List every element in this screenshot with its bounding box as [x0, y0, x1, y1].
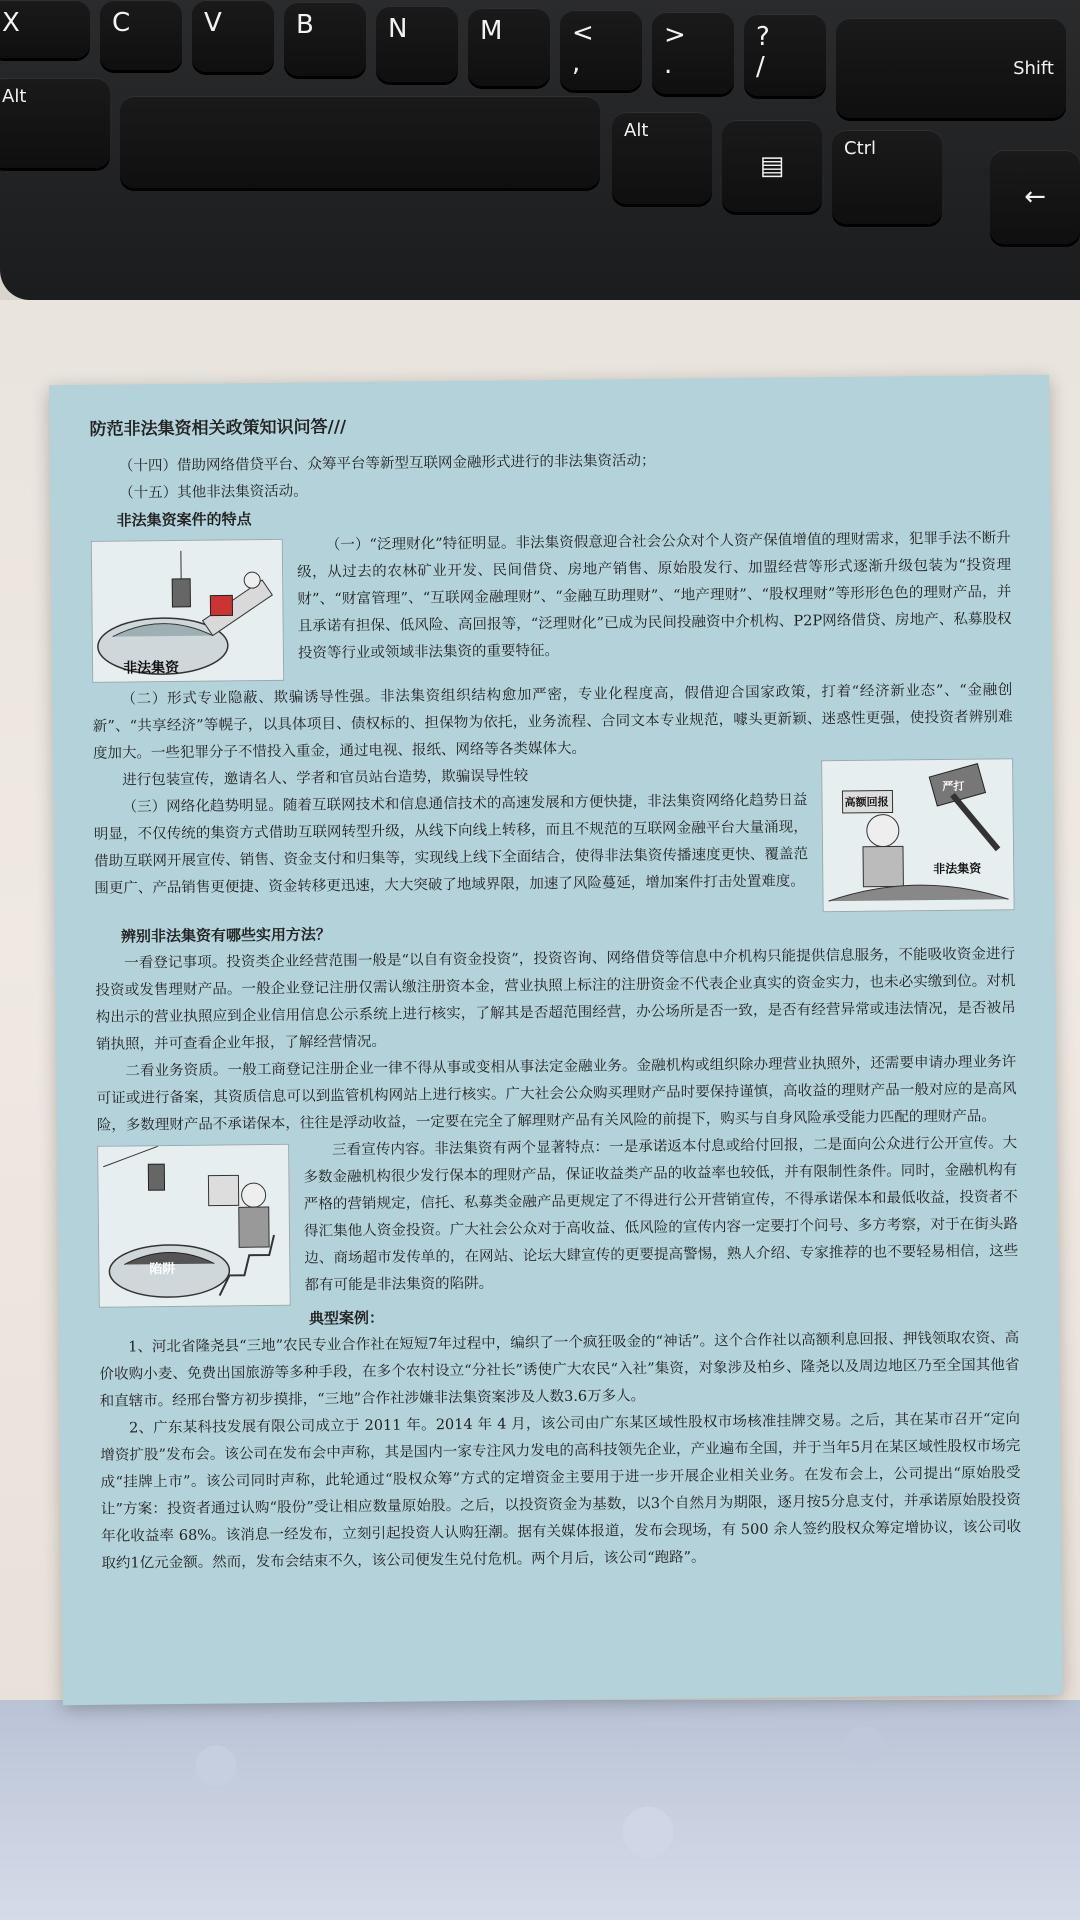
key-alt-left[interactable]: Alt: [0, 78, 110, 168]
section-heading-features: 非法集资案件的特点: [116, 510, 252, 530]
illustration-sign: 高额回报: [844, 795, 889, 809]
illustration-caption: 非法集资: [123, 659, 180, 677]
key-shift[interactable]: Shift: [836, 18, 1066, 118]
illustration-hammer-text: 严打: [942, 779, 965, 793]
key-arrow-left[interactable]: ←: [990, 150, 1080, 244]
key-n[interactable]: N: [376, 6, 458, 82]
key-comma[interactable]: < ,: [560, 10, 642, 90]
fabric-background: [0, 1700, 1080, 1920]
key-ctrl[interactable]: Ctrl: [832, 130, 942, 224]
illustration-trap: [97, 1144, 291, 1308]
paragraph: （二）形式专业隐蔽、欺骗诱导性强。非法集资组织结构愈加严密，专业化程度高，假借迎合国家政策，打着“经济新业态”、“金融创新”、“共享经济”等幌子，以具体项目、债权标的、担保物为依托，业务流程、合同文本专业规范，噱头更新颖、迷惑性更强，使投资者辨别难度加大。一些犯罪分子不惜投入重金，通过电视、报纸、网络等各类媒体大。: [92, 682, 1013, 762]
illustration-label: 非法集资: [933, 861, 982, 877]
paragraph: 一看登记事项。投资类企业经营范围一般是“以自有资金投资”，投资咨询、网络借贷等信息中介机构只能提供信息服务，不能吸收资金进行投资或发售理财产品。一般企业登记注册仅需认缴注册资本金，营业执照上标注的注册资金不代表企业真实的资金实力，也未必实缴到位。对机构出示的营业执照应到企业信用信息公示系统上进行核实，了解其是否超范围经营，办公场所是否一致，是否有经营异常或违法情况，是否被吊销执照，并可查看企业年报，了解经营情况。: [95, 946, 1016, 1053]
illustration-bag-label: 陷阱: [149, 1261, 176, 1278]
trap-bag-icon: [98, 1145, 290, 1307]
key-v[interactable]: V: [192, 0, 274, 72]
key-c[interactable]: C: [100, 0, 182, 70]
key-space[interactable]: [120, 96, 600, 188]
paragraph: （一）“泛理财化”特征明显。非法集资假意迎合社会公众对个人资产保值增值的理财需求，犯罪手法不断升级，从过去的农林矿业开发、民间借贷、房地产销售、原始股发行、加盟经营等形式逐渐升级包装为“投资理财”、“财富管理”、“互联网金融理财”、“金融互助理财”、“地产理财”、“股权理财”等形形色色的理财产品，并且承诺有担保、低风险、高回报等，“泛理财化”已成为民间投融资中介机构、P2P网络借贷、房地产、私募股权投资等行业或领域非法集资的重要特征。: [297, 530, 1012, 662]
document-title: 防范非法集资相关政策知识问答///: [89, 417, 347, 440]
gavel-icon: [822, 759, 1014, 911]
key-menu[interactable]: ▤: [722, 120, 822, 212]
method-three-block: [97, 1130, 1019, 1308]
key-alt-right[interactable]: Alt: [612, 112, 712, 204]
list-item: （十四）借助网络借贷平台、众筹平台等新型互联网金融形式进行的非法集资活动；: [118, 452, 656, 475]
paragraph: 1、河北省隆尧县“三地”农民专业合作社在短短7年过程中，编织了一个疯狂吸金的“神话”。这个合作社以高额利息回报、押钱领取农资、高价收购小麦、免费出国旅游等多种手段，在多个农村设立“分社长”诱使广大农民“入社”集资，对象涉及柏乡、隆尧以及周边地区乃至全国其他省和直辖市。经邢台警方初步摸排，“三地”合作社涉嫌非法集资案涉及人数3.6万多人。: [99, 1330, 1020, 1410]
paragraph: 三看宣传内容。非法集资有两个显著特点：一是承诺返本付息或给付回报，二是面向公众进行公开宣传。大多数金融机构很少发行保本的理财产品，保证收益类产品的收益率也较低，并有限制性条件。同时，金融机构有严格的营销规定，信托、私募类金融产品更规定了不得进行公开营销宣传，不得承诺保本和最低收益，投资者不得汇集他人资金投资。广大社会公众对于高收益、低风险的宣传内容一定要打个问号、多方考察，对于在街头路边、商场超市发传单的，在网站、论坛大肆宣传的更要提高警惕，熟人介绍、专家推荐的也不要轻易相信，这些都有可能是非法集资的陷阱。: [303, 1135, 1019, 1294]
paragraph: 2、广东某科技发展有限公司成立于 2011 年。2014 年 4 月，该公司由广东某区域性股权市场核准挂牌交易。之后，其在某市召开“定向增资扩股”发布会。该公司在发布会中声称，其是国内一家专注风力发电的高科技领先企业，产业遍布全国，并于当年5月在某区域性股权市场完成“挂牌上市”。该公司同时声称，此轮通过“股权众筹”方式的定增资金主要用于进一步开展企业相关业务。在发布会上，公司提出“原始股受让”方案：投资者通过认购“股份”受让相应数量原始股。之后，以投资资金为基数，以3个自然月为期限，逐月按5分息支付，并承诺原始股投资年化收益率 68%。该消息一经发布，立刻引起投资人认购狂潮。据有关媒体报道，发布会现场，有 500 余人签约股权众筹定增协议，该公司收取约1亿元金额。然而，发布会结束不久，该公司便发生兑付危机。两个月后，该公司“跑路”。: [100, 1411, 1022, 1572]
section-heading-cases: 典型案例：: [308, 1308, 385, 1328]
key-m[interactable]: M: [468, 8, 550, 86]
money-bag-icon: [92, 540, 283, 682]
paragraph: 二看业务资质。一般工商登记注册企业一律不得从事或变相从事法定金融业务。金融机构或组织除办理营业执照外，还需要申请办理业务许可证或进行备案，其资质信息可以到监管机构网站上进行核实。广大社会公众购买理财产品时要保持谨慎，高收益的理财产品一般对应的是高风险，多数理财产品不承诺保本，往往是浮动收益，一定要在完全了解理财产品有关风险的前提下，购买与自身风险承受能力匹配的理财产品。: [96, 1054, 1017, 1134]
key-b[interactable]: B: [284, 2, 366, 76]
list-item: （十五）其他非法集资活动。: [119, 483, 308, 502]
feature-one-block: [91, 525, 1012, 683]
key-period[interactable]: > .: [652, 12, 734, 94]
paragraph: （三）网络化趋势明显。随着互联网技术和信息通信技术的高速发展和方便快捷，非法集资网络化趋势日益明显，不仅传统的集资方式借助互联网转型升级，从线下向线上转移，而且不规范的互联网金融平台大量涌现，借助互联网开展宣传、销售、资金支付和归集等，实现线上线下全面结合，使得非法集资传播速度更快、覆盖范围更广、产品销售更便捷、资金转移更迅速，大大突破了地域界限，加速了风险蔓延，增加案件打击处置难度。: [93, 792, 809, 897]
key-slash[interactable]: ? /: [744, 14, 826, 96]
section-heading-methods: 辨别非法集资有哪些实用方法？: [120, 925, 331, 946]
key-x[interactable]: X: [0, 0, 90, 58]
keyboard: [0, 0, 1080, 300]
document-sheet: [49, 375, 1063, 1705]
feature-three-block: [93, 758, 1015, 920]
illustration-money-bag: [91, 539, 284, 683]
illustration-hammer: [821, 758, 1015, 912]
paragraph: 进行包装宣传，邀请名人、学者和官员站台造势，欺骗误导性较: [122, 768, 529, 789]
